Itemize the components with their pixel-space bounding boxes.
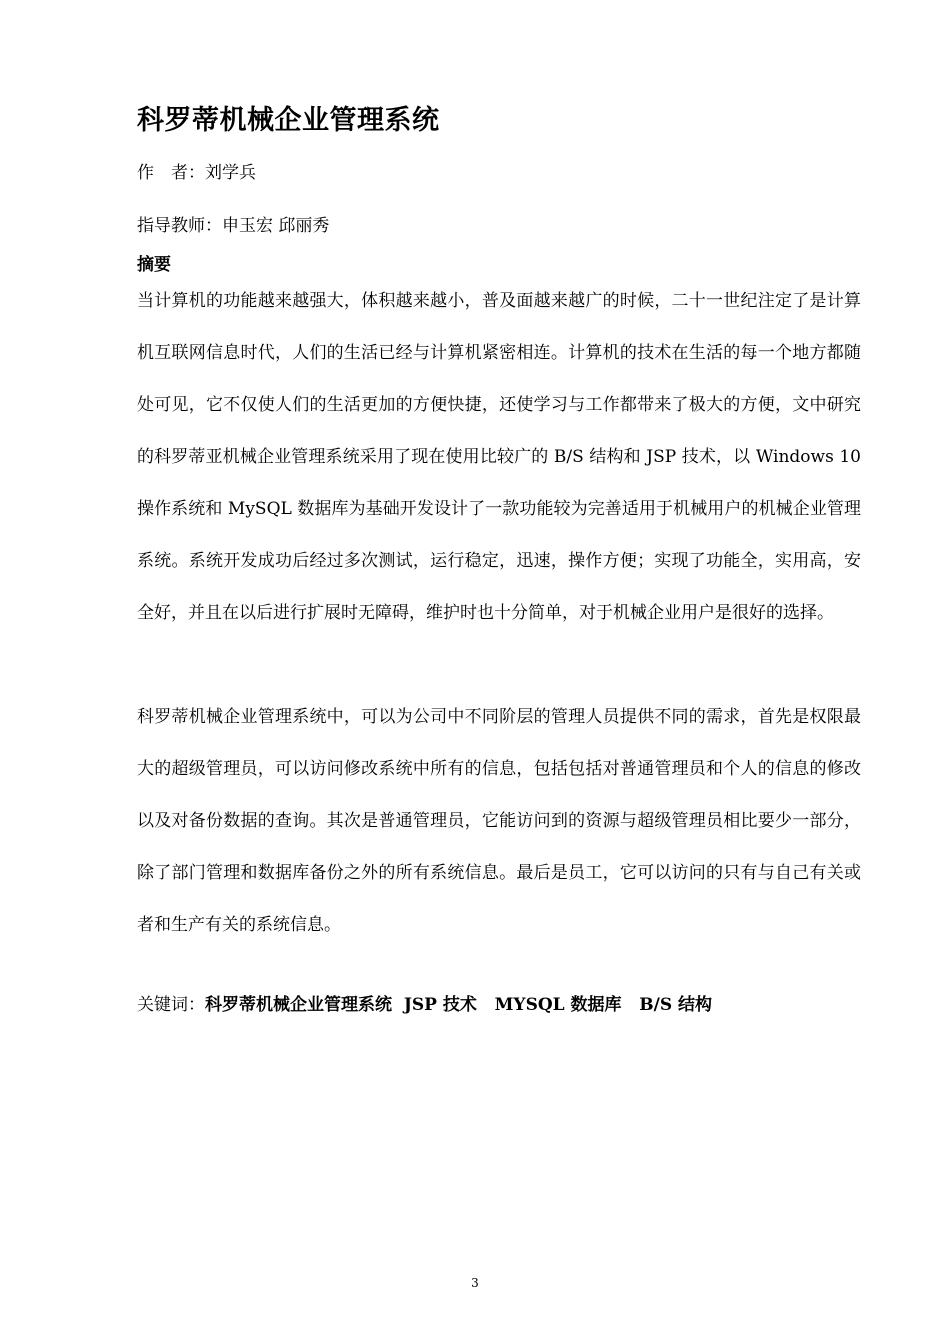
abstract-paragraph-1: 当计算机的功能越来越强大，体积越来越小，普及面越来越广的时候，二十一世纪注定了是计算机互联网信息时代，人们的生活已经与计算机紧密相连。计算机的技术在生活的每一个地方都随处可见，它不仅使人们的生活更加的方便快捷，还使学习与工作都带来了极大的方便，文中研究的科罗蒂亚机械企业管理系统采用了现在使用比较广的 B/S 结构和 JSP 技术，以 Windows 10 操作系统和 MySQL 数据库为基础开发设计了一款功能较为完善适用于机械用户的机械企业管理系统。系统开发成功后经过多次测试，运行稳定，迅速，操作方便；实现了功能全，实用高，安全好，并且在以后进行扩展时无障碍，维护时也十分简单，对于机械企业用户是很好的选择。: [137, 291, 861, 623]
abstract-heading: 摘要: [137, 255, 171, 275]
author-name: 刘学兵: [205, 163, 256, 183]
page-number: 3: [471, 1276, 479, 1290]
author-line: [137, 158, 256, 183]
advisor-label: 指导教师：: [137, 216, 222, 236]
document-title: 科罗蒂机械企业管理系统: [137, 105, 440, 136]
advisor-names: 申玉宏 邱丽秀: [222, 216, 330, 236]
keywords-label: 关键词：: [137, 995, 205, 1015]
keywords-line: [137, 990, 712, 1015]
keywords-list: 科罗蒂机械企业管理系统 JSP 技术 MYSQL 数据库 B/S 结构: [205, 995, 713, 1015]
abstract-paragraph-2: 科罗蒂机械企业管理系统中，可以为公司中不同阶层的管理人员提供不同的需求，首先是权限最大的超级管理员，可以访问修改系统中所有的信息，包括包括对普通管理员和个人的信息的修改以及对备份数据的查询。其次是普通管理员，它能访问到的资源与超级管理员相比要少一部分，除了部门管理和数据库备份之外的所有系统信息。最后是员工，它可以访问的只有与自己有关或者和生产有关的系统信息。: [137, 707, 861, 935]
author-label: 作 者：: [137, 163, 205, 183]
advisor-line: [137, 211, 329, 236]
